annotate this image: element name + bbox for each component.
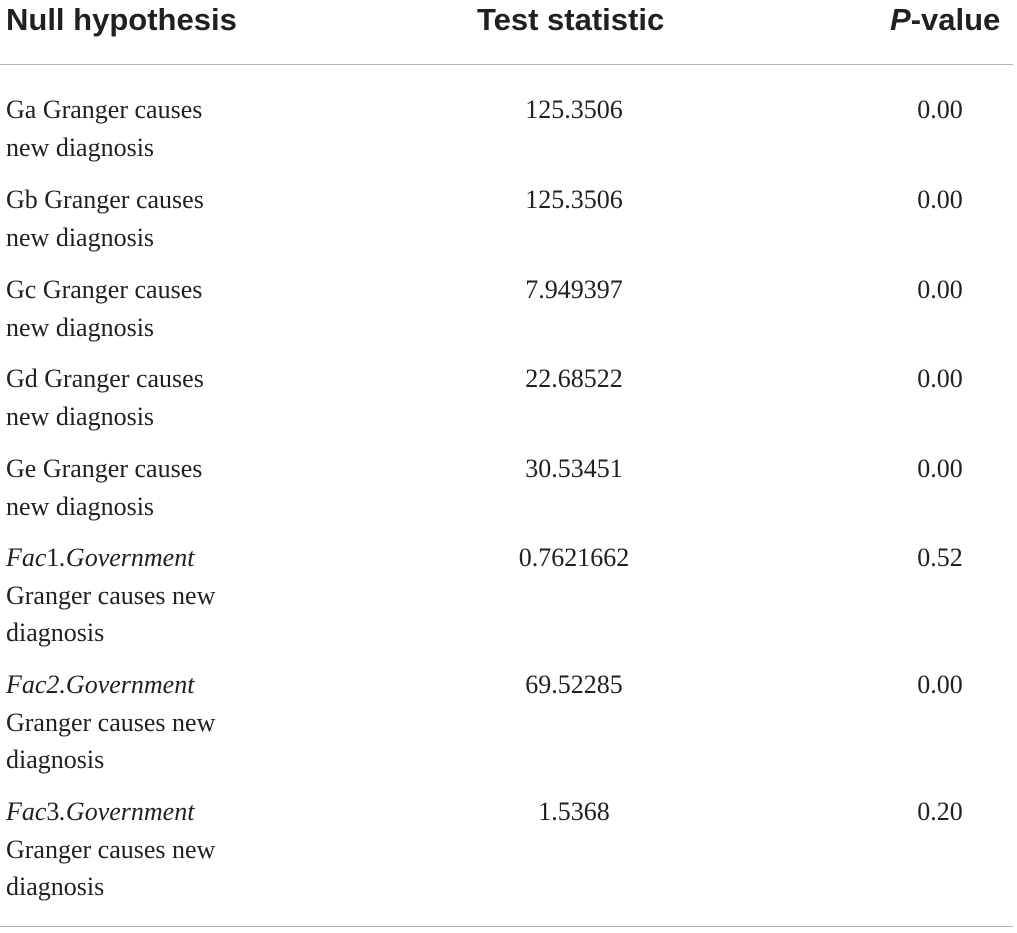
statistic-cell: 30.53451 [525,454,623,483]
hypothesis-line: new diagnosis [6,132,155,162]
hypothesis-line: diagnosis [6,618,105,647]
statistic-cell: 125.3506 [525,185,623,214]
pvalue-cell: 0.20 [917,797,963,826]
statistic-cell: 69.52285 [525,670,623,699]
hypothesis-cell [6,181,256,256]
hypothesis-line: Ga Granger causes [6,95,203,124]
factor-number: 3 [46,797,60,826]
statistic-cell: 0.7621662 [518,543,630,572]
pvalue-cell: 0.52 [917,543,963,572]
pvalue-cell: 0.00 [917,364,963,393]
header-p-rest: -value [910,2,1001,37]
factor-suffix: .Government [59,543,195,572]
statistic-cell: 7.949397 [525,275,623,304]
header-rule [0,64,1013,65]
hypothesis-lead-line [6,793,256,831]
pvalue-cell: 0.00 [917,670,963,699]
factor-name: Fac [6,543,47,572]
factor-name: Fac [6,797,47,826]
hypothesis-cell [6,360,256,435]
hypothesis-line: Ge Granger causes [6,454,203,483]
hypothesis-line: diagnosis [6,872,105,901]
hypothesis-line: new diagnosis [6,312,155,342]
pvalue-cell: 0.00 [917,275,963,304]
hypothesis-line: Granger causes new [6,834,216,864]
hypothesis-line: Gc Granger causes [6,275,203,304]
hypothesis-line: new diagnosis [6,222,155,252]
header-test-statistic: Test statistic [477,2,665,37]
hypothesis-cell [6,539,256,652]
header-p-value [890,0,1000,40]
header-p-letter: P [890,2,911,37]
hypothesis-line: Granger causes new [6,707,216,737]
hypothesis-cell [6,271,256,346]
hypothesis-lead-line [6,539,256,577]
hypothesis-cell [6,666,256,779]
statistic-cell: 1.5368 [538,797,610,826]
pvalue-cell: 0.00 [917,95,963,124]
hypothesis-line: Gd Granger causes [6,364,204,393]
hypothesis-line: new diagnosis [6,491,155,521]
hypothesis-cell [6,793,256,906]
statistic-cell: 22.68522 [525,364,623,393]
hypothesis-cell [6,91,256,166]
factor-number: 1 [46,543,60,572]
footer-rule [0,926,1013,927]
hypothesis-lead-line: Fac2.Government [6,670,195,699]
hypothesis-line: Granger causes new [6,580,216,610]
hypothesis-line: Gb Granger causes [6,185,204,214]
hypothesis-line: new diagnosis [6,401,155,431]
hypothesis-line: diagnosis [6,745,105,774]
statistic-cell: 125.3506 [525,95,623,124]
pvalue-cell: 0.00 [917,185,963,214]
pvalue-cell: 0.00 [917,454,963,483]
header-null-hypothesis: Null hypothesis [6,2,237,37]
factor-suffix: .Government [59,797,195,826]
hypothesis-cell [6,450,256,525]
